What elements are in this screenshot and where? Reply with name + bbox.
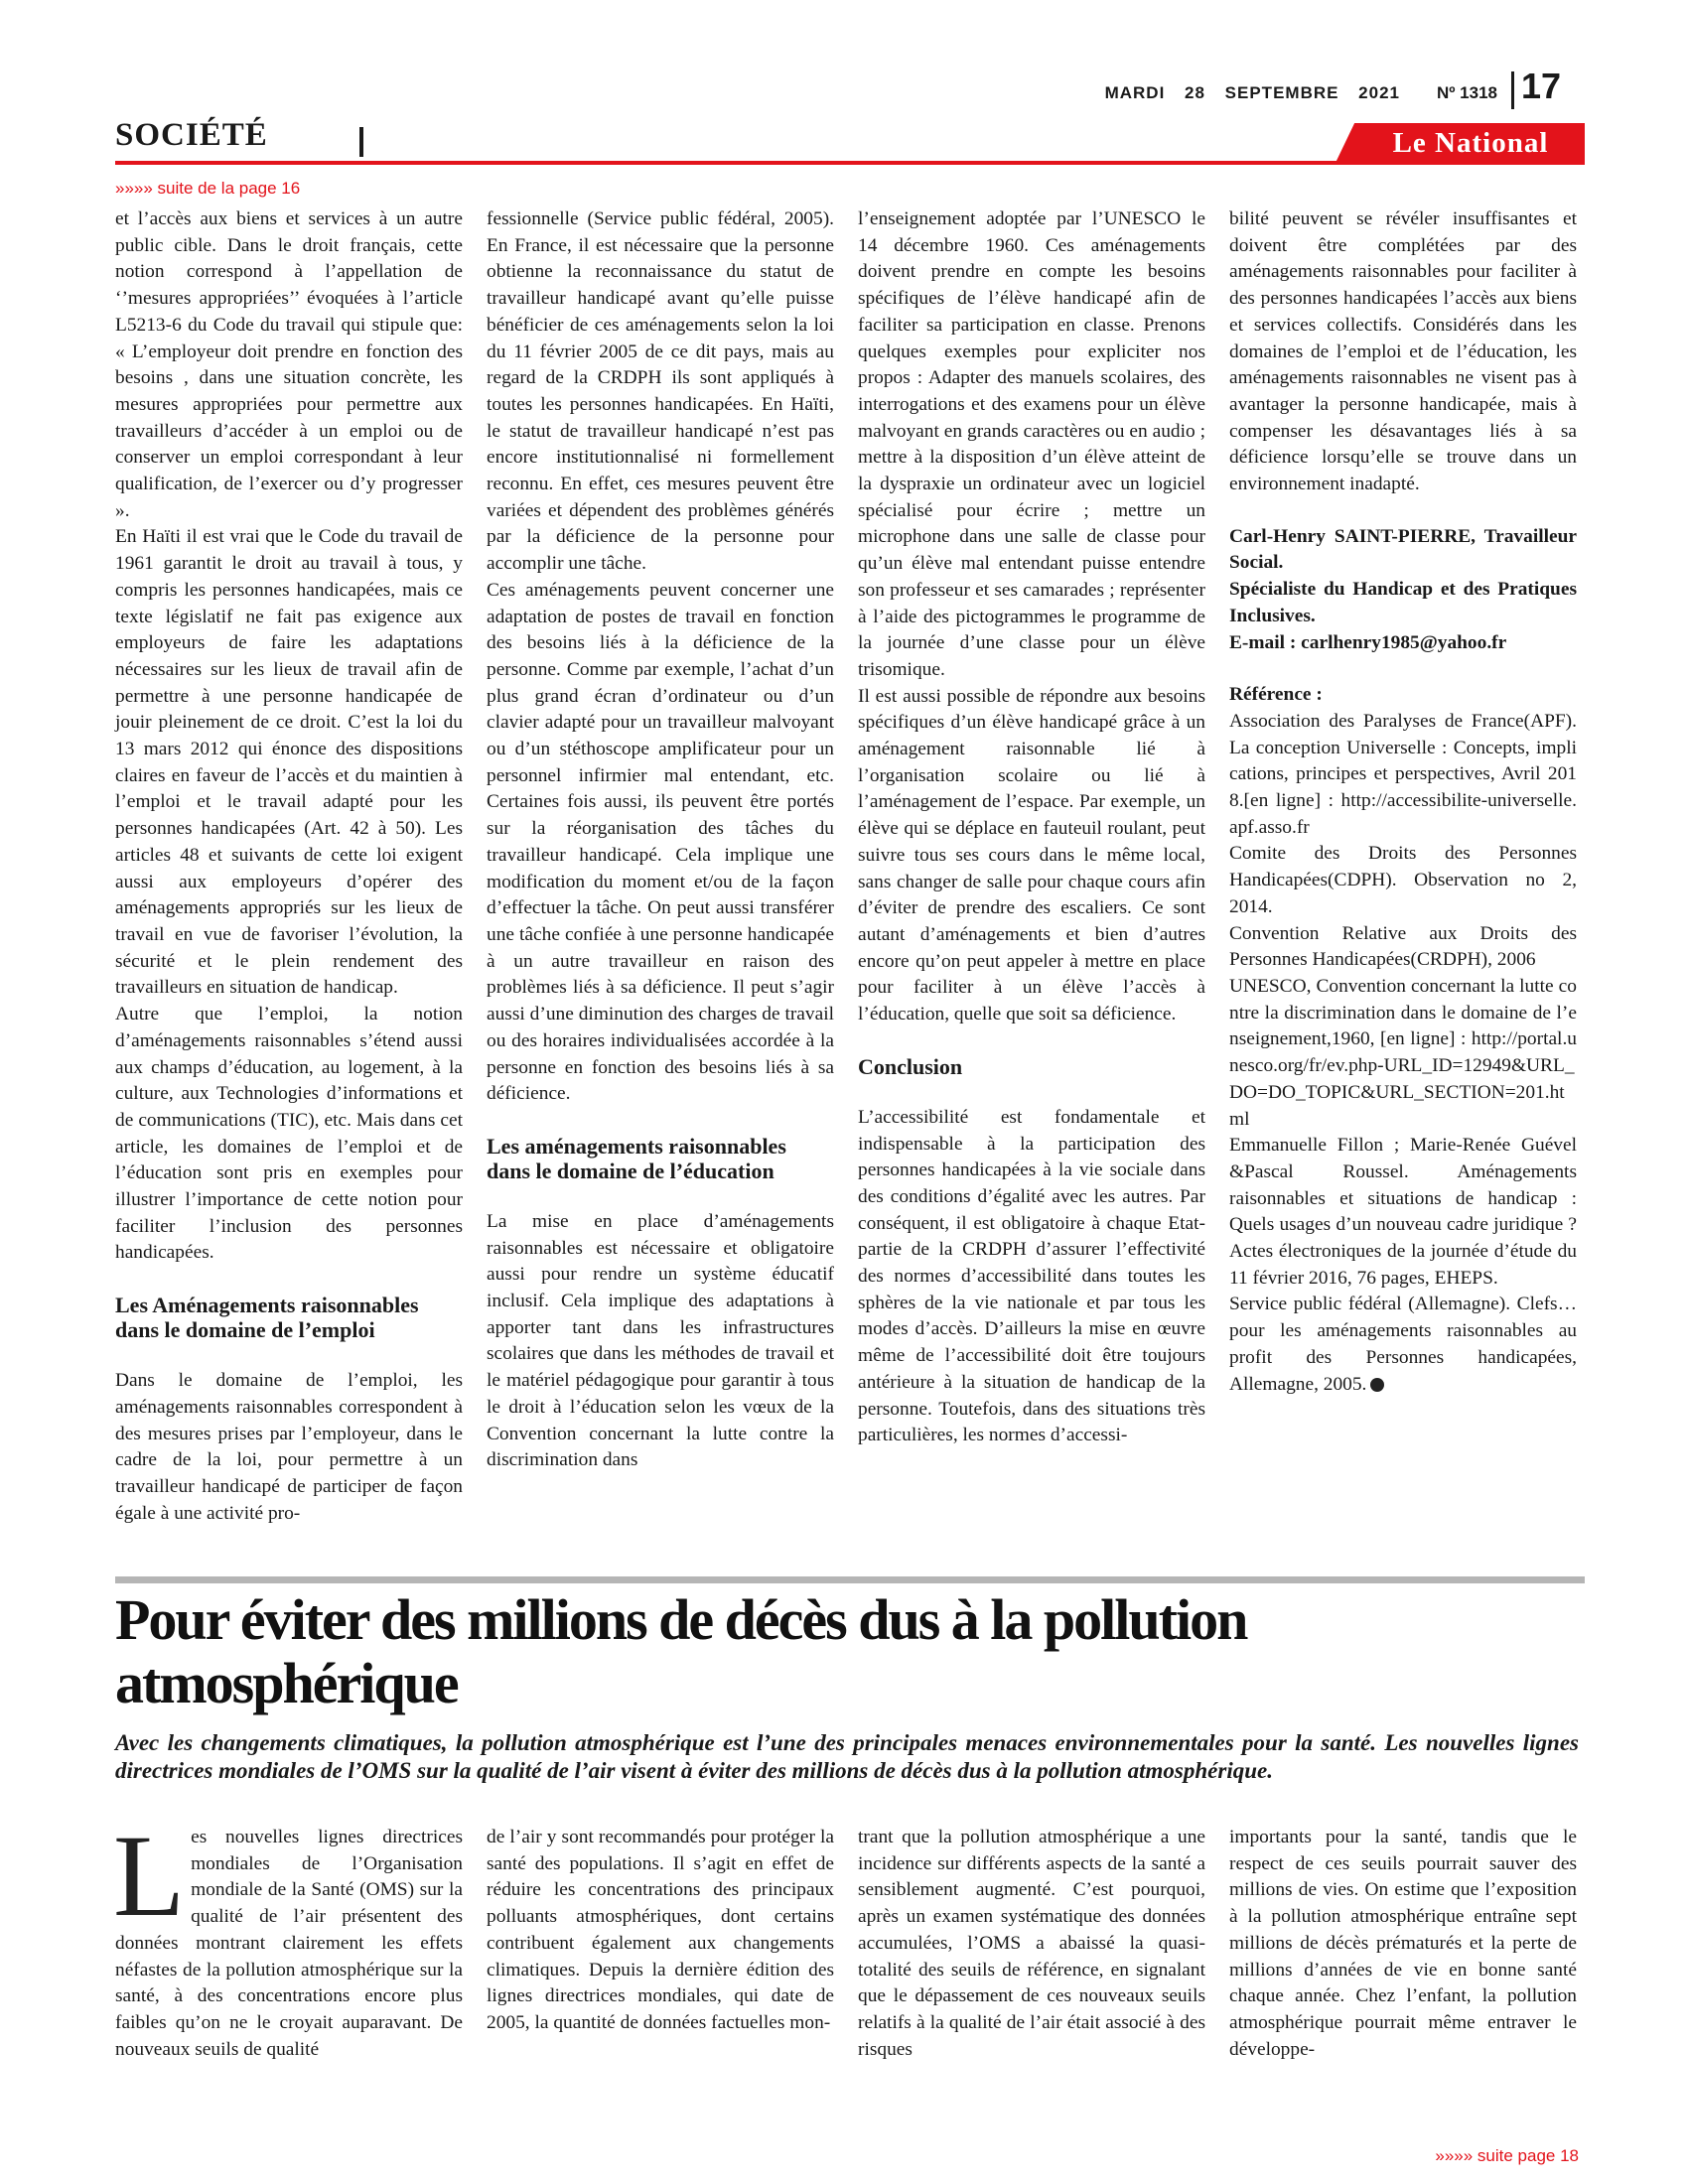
author-email: E-mail : carlhenry1985@yahoo.fr: [1229, 631, 1507, 653]
paragraph: bilité peuvent se révéler insuffisantes et doivent être complétées par des aménagements raisonnables pour faciliter à des personnes handicapées l’accès aux biens et services collectifs. Considérés dans les domaines de l’emploi et de l’éducation, les aménagements raisonnables ne visent pas à avantager la personne handicapée, mais à compenser les désavantages liés à sa déficience lorsqu’elle se trouve dans un environnement inadapté.: [1229, 208, 1577, 495]
issue-date: MARDI 28 SEPTEMBRE 2021: [1104, 83, 1400, 102]
paragraph: En Haïti il est vrai que le Code du travail de 1961 garantit le droit au travail à tous, y compris les personnes handicapées, mais ce texte législatif ne fait pas exigence aux employeurs de faire les adaptations nécessaires sur les lieux de travail afin de permettre à une personne handicapée de jouir pleinement de ce droit. C’est la loi du 13 mars 2012 qui énonce des dispositions claires en faveur de l’accès et du maintien à l’emploi et le travail adapté pour les personnes handicapées (Art. 42 à 50). Les articles 48 et suivants de cette loi exigent aussi aux employeurs d’opérer des aménagements appropriés sur les lieux de travail en vue de favoriser l’évolution, la sécurité et le plein rendement des travailleurs en situation de handicap.: [115, 526, 463, 999]
paragraph: L’accessibilité est fondamentale et indispensable à la participation des personnes handicapées à la vie sociale dans des conditions d’égalité avec les autres. Par conséquent, il est obligatoire à chaque Etat-partie de la CRDPH d’assurer l’effectivité des normes d’accessibilité dans toutes les sphères de la vie nationale et par tous les modes d’accès. D’ailleurs la mise en œuvre même de l’accessibilité doit être toujours antérieure à la situation de handicap de la personne. Toutefois, dans des situations très particulières, les normes d’accessi-: [858, 1106, 1205, 1446]
drop-cap: L: [113, 1811, 186, 1941]
section-divider: [359, 127, 363, 157]
article1-column-2: [487, 206, 834, 1474]
paragraph: l’enseignement adoptée par l’UNESCO le 14 décembre 1960. Ces aménagements doivent prendre en compte les besoins spécifiques de l’élève handicapé afin de faciliter sa participation en classe. Prenons quelques exemples pour expliciter nos propos : Adapter des manuels scolaires, des interrogations et des examens pour un élève malvoyant en grands caractères ou en audio ; mettre à la disposition d’un élève atteint de la dyspraxie un ordinateur avec un logiciel spécialisé pour écrire ; mettre un microphone dans une salle de classe pour qu’un élève mal entendant puisse entendre son professeur et ses camarades ; représenter à l’aide des pictogrammes le programme de la journée d’une classe pour un élève trisomique.: [858, 208, 1205, 680]
paragraph: Ces aménagements peuvent concerner une adaptation de postes de travail en fonction des besoins liés à la déficience de la personne. Comme par exemple, l’achat d’un plus grand écran d’ordinateur ou d’un clavier adapté pour un travailleur malvoyant ou d’un stéthoscope amplificateur pour un personnel infirmier mal entendant, etc. Certaines fois aussi, ils peuvent être portés sur la réorganisation des tâches du travailleur handicapé. Cela implique une modification du moment et/ou de la façon d’effectuer la tâche. On peut aussi transférer une tâche confiée à une personne handicapée à un autre travailleur en raison des problèmes liés à sa déficience. Il peut s’agir aussi d’une diminution des charges de travail ou des horaires individualisées accordée à la personne en fonction des besoins liés à sa déficience.: [487, 579, 834, 1105]
article2-column-4: [1229, 1825, 1577, 2063]
continued-from: »»»» suite de la page 16: [115, 179, 301, 198]
reference-text: Service public fédéral (Allemagne). Clefs…pour les aménagements raisonnables au profit des Personnes handicapées, Allemagne, 2005.: [1229, 1294, 1577, 1395]
section-title: SOCIÉTÉ: [115, 117, 268, 153]
issue-number: Nº 1318: [1436, 83, 1497, 102]
article1-column-4: [1229, 206, 1577, 1398]
reference-item: Emmanuelle Fillon ; Marie-Renée Guével &Pascal Roussel. Aménagements raisonnables et situations de handicap : Quels usages d’un nouveau cadre juridique ? Actes électroniques de la journée d’étude du 11 février 2016, 76 pages, EHEPS.: [1229, 1135, 1577, 1289]
paragraph: Il est aussi possible de répondre aux besoins spécifiques d’un élève handicapé grâce à un aménagement raisonnable lié à l’organisation scolaire ou lié à l’aménagement de l’espace. Par exemple, un élève qui se déplace en fauteuil roulant, peut suivre tous ses cours dans le même local, sans changer de salle pour chaque cours afin d’éviter de prendre des escaliers. Ce sont autant d’aménagements et bien d’autres encore qu’on peut appeler à mettre en place pour faciliter à un élève l’accès à l’éducation, quelle que soit sa déficience.: [858, 685, 1205, 1025]
paragraph: es nouvelles lignes directrices mondiales de l’Organisation mondiale de la Santé (OMS) sur la qualité de l’air présentent des données montrant clairement les effets néfastes de la pollution atmosphérique sur la santé, à des concentrations encore plus faibles qu’on ne le croyait auparavant. De nouveaux seuils de qualité: [115, 1827, 463, 2060]
subheading-emploi: Les Aménagements raisonnables dans le domaine de l’emploi: [115, 1293, 419, 1343]
paper-name: Le National: [1392, 127, 1549, 159]
paragraph: La mise en place d’aménagements raisonnables est nécessaire et obligatoire aussi pour rendre un système éducatif inclusif. Cela implique des adaptations à apporter tant dans les infrastructures scolaires que dans les méthodes de travail et le matériel pédagogique pour garantir à tous le droit à l’éducation selon les vœux de la Convention concernant la lutte contre la discrimination dans: [487, 1210, 834, 1471]
end-of-article-icon: [1370, 1378, 1384, 1392]
article2-column-1: [113, 1811, 463, 2063]
page-number: 17: [1521, 66, 1562, 106]
paragraph: de l’air y sont recommandés pour protéger la santé des populations. Il s’agit en effet de réduire les concentrations des principaux polluants atmosphériques, dont certains contribuent également aux changements climatiques. Depuis la dernière édition des lignes directrices mondiales, qui date de 2005, la quantité de données factuelles mon-: [487, 1827, 834, 2033]
paragraph: importants pour la santé, tandis que le respect de ces seuils pourrait sauver des millions de vies. On estime que l’exposition à la pollution atmosphérique entraîne sept millions de décès prématurés et la perte de millions d’années de vie en bonne santé chaque année. Chez l’enfant, la pollution atmosphérique pourrait même entraver le développe-: [1229, 1827, 1577, 2060]
reference-item: Association des Paralyses de France(APF). La conception Universelle : Concepts, implications, principes et perspectives, Avril 2018.[en ligne] : http://accessibilite-universelle.apf.asso.fr: [1229, 710, 1577, 838]
continued-to: »»»» suite page 18: [1435, 2146, 1579, 2165]
author-title: Spécialiste du Handicap et des Pratiques Inclusives.: [1229, 579, 1577, 626]
paragraph: trant que la pollution atmosphérique a une incidence sur différents aspects de la santé a sensiblement augmenté. C’est pourquoi, après un examen systématique des données accumulées, l’OMS a abaissé la quasi-totalité des seuils de référence, en signalant que le dépassement de ces nouveaux seuils relatifs à la qualité de l’air était associé à des risques: [858, 1827, 1205, 2060]
article1-column-3: [858, 206, 1205, 1449]
article2-headline: Pour éviter des millions de décès dus à la pollution atmosphérique: [115, 1587, 1247, 1715]
reference-item: [1229, 1292, 1577, 1398]
header-divider: [1511, 71, 1514, 109]
header-rule: [115, 161, 1585, 165]
paragraph: Dans le domaine de l’emploi, les aménagements raisonnables correspondent à des mesures prises par l’employeur, dans le cadre de la loi, pour permettre à un travailleur handicapé de participer de façon égale à une activité pro-: [115, 1370, 463, 1524]
reference-item: Comite des Droits des Personnes Handicapées(CDPH). Observation no 2, 2014.: [1229, 843, 1577, 917]
subheading-education: Les aménagements raisonnables dans le domaine de l’éducation: [487, 1133, 786, 1183]
paragraph: fessionnelle (Service public fédéral, 2005). En France, il est nécessaire que la personne obtienne la reconnaissance du statut de travailleur handicapé avant qu’elle puisse bénéficier de ces aménagements selon la loi du 11 février 2005 de ce dit pays, mais au regard de la CRDPH ils sont appliqués à toutes les personnes handicapées. En Haïti, le statut de travailleur handicapé n’est pas encore institutionnalisé ni formellement reconnu. En effet, ces mesures peuvent être variées et dépendent des problèmes générés par la déficience de la personne pour accomplir une tâche.: [487, 208, 834, 575]
reference-item: UNESCO, Convention concernant la lutte contre la discrimination dans le domaine de l’enseignement,1960, [en ligne] : http://portal.unesco.org/fr/ev.php-URL_ID=12949&URL_DO=DO_TOPIC&URL_SECTION=201.html: [1229, 975, 1577, 1130]
article2-column-2: [487, 1825, 834, 2037]
author-name: Carl-Henry SAINT-PIERRE, Travailleur Social.: [1229, 525, 1577, 574]
article1-column-1: [115, 206, 463, 1527]
references-heading: Référence :: [1229, 684, 1323, 706]
article2-lead: Avec les changements climatiques, la pollution atmosphérique est l’une des principales menaces environnementales pour la santé. Les nouvelles lignes directrices mondiales de l’OMS sur la qualité de l’air visent à éviter des millions de décès dus à la pollution atmosphérique.: [115, 1730, 1579, 1783]
paragraph: Autre que l’emploi, la notion d’aménagements raisonnables s’étend aussi aux champs d’éducation, au logement, à la culture, aux Technologies d’informations et de communications (TIC), etc. Mais dans cet article, les domaines de l’emploi et de l’éducation sont pris en exemples pour illustrer l’importance de cette notion pour faciliter l’inclusion des personnes handicapées.: [115, 1004, 463, 1264]
article2-column-3: [858, 1825, 1205, 2063]
subheading-conclusion: Conclusion: [858, 1053, 963, 1079]
article-divider: [115, 1576, 1585, 1583]
paragraph: et l’accès aux biens et services à un autre public cible. Dans le droit français, cette notion correspond à l’appellation de ‘’mesures appropriées’’ évoquées à l’article L5213-6 du Code du travail qui stipule que: « L’employeur doit prendre en fonction des besoins , dans une situation concrète, les mesures appropriées pour permettre aux travailleurs d’accéder à un emploi ou de conserver un emploi correspondant à leur qualification, de l’exercer ou d’y progresser ».: [115, 208, 463, 521]
reference-item: Convention Relative aux Droits des Personnes Handicapées(CRDPH), 2006: [1229, 922, 1577, 971]
